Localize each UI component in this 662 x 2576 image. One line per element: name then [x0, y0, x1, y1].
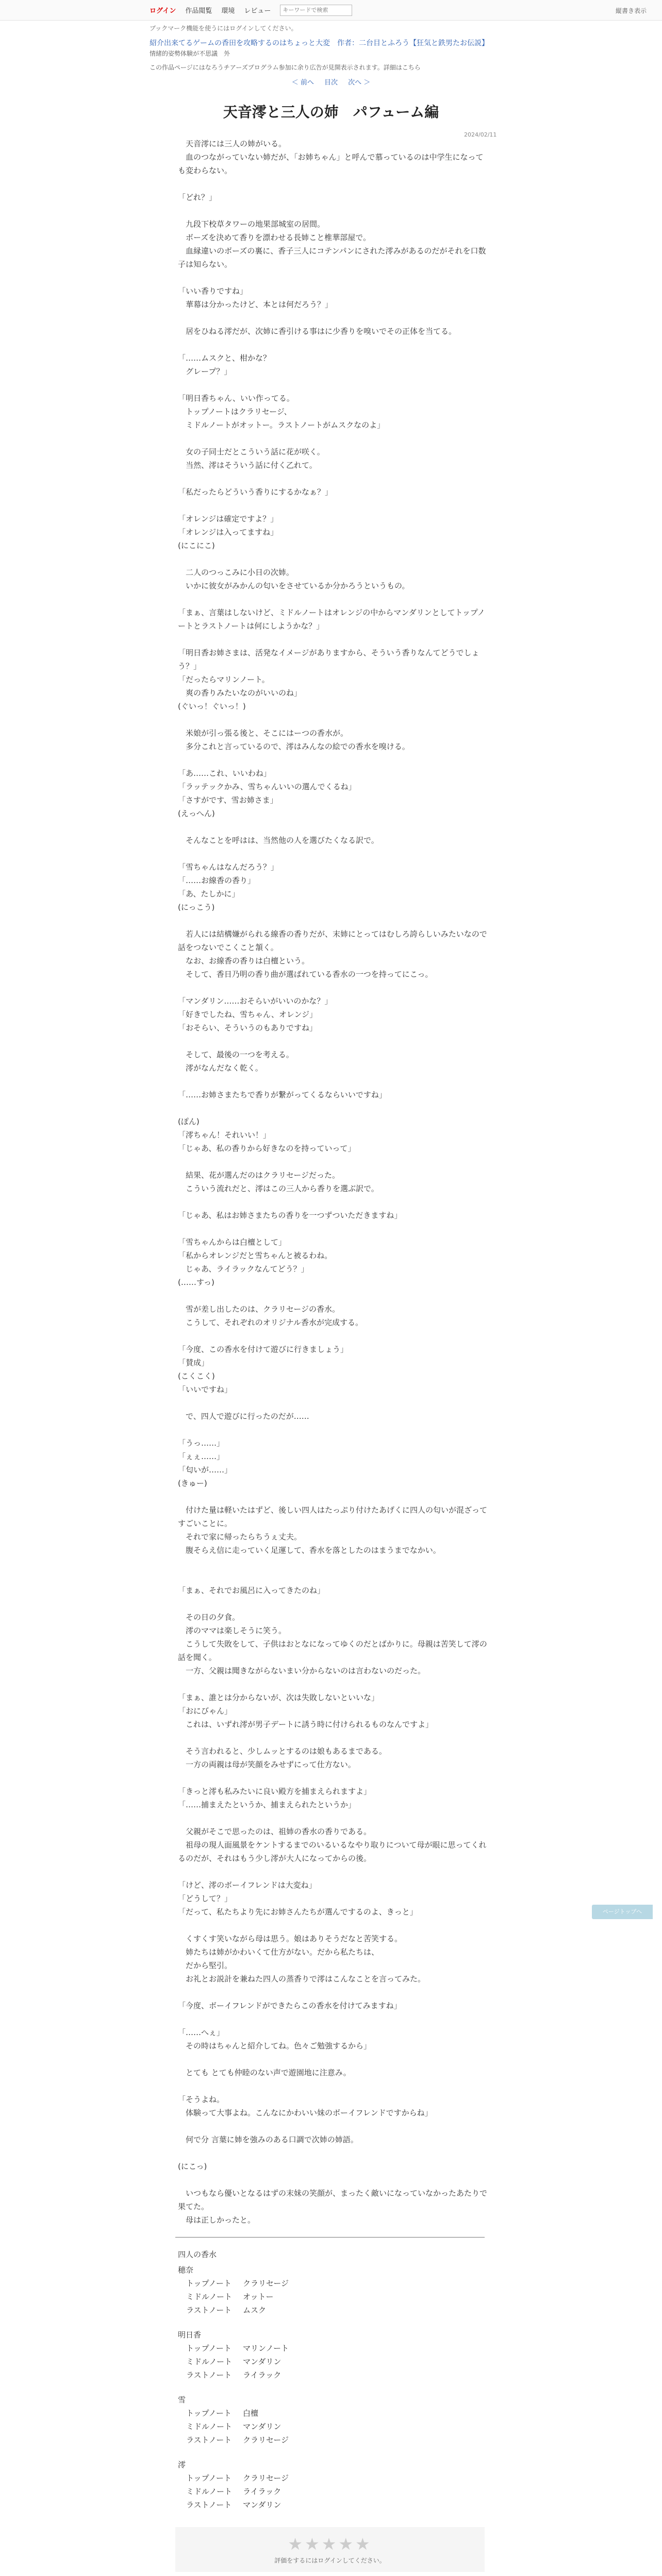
rating-stars[interactable]: ★★★★★	[288, 2534, 372, 2554]
note-value: ライラック	[243, 2487, 282, 2496]
scent-group-name: 澪	[178, 2460, 186, 2469]
note-key: ラストノート	[186, 2306, 232, 2315]
program-info: この作品ページにはなろうチアーズプログラム参加に余り広告が見開表示されます。詳細はこちら	[150, 64, 421, 71]
scent-line	[178, 2485, 487, 2498]
note-key: ミドルノート	[186, 2422, 232, 2431]
divider	[175, 2237, 485, 2238]
note-key: ミドルノート	[186, 2357, 232, 2366]
note-key: トップノート	[186, 2473, 231, 2483]
note-value: クラリセージ	[243, 2473, 289, 2483]
scent-line	[178, 2355, 487, 2368]
scent-line	[178, 2303, 487, 2317]
note-value: マンダリン	[243, 2500, 282, 2510]
login-notice: ブックマーク機能を使うにはログインしてください。	[150, 25, 297, 32]
novel-header	[0, 32, 510, 72]
scent-line	[178, 2368, 487, 2382]
scent-group-name: 雪	[178, 2395, 186, 2404]
nav-link-reviews[interactable]: レビュー	[244, 7, 271, 15]
note-value: マリンノート	[243, 2344, 289, 2353]
note-key: トップノート	[186, 2344, 231, 2353]
series-subtitle: 情緒的姿勢体験が不思議 外	[150, 50, 230, 57]
note-value: オットー	[243, 2292, 274, 2301]
login-link[interactable]: ログイン	[150, 7, 176, 15]
scent-group	[178, 2263, 487, 2317]
scent-line	[178, 2406, 487, 2420]
nav-link-works[interactable]: 作品閲覧	[185, 7, 212, 15]
scent-group-name: 穂奈	[178, 2265, 194, 2275]
publish-date: 2024/02/11	[464, 131, 497, 138]
note-value: クラリセージ	[243, 2279, 289, 2288]
note-value: ムスク	[243, 2306, 267, 2315]
note-value: マンダリン	[243, 2422, 282, 2431]
note-key: トップノート	[186, 2409, 231, 2418]
scent-group	[178, 2328, 487, 2382]
prev-link[interactable]: ＜ 前へ	[291, 79, 314, 87]
note-value: クラリセージ	[243, 2435, 289, 2445]
scent-line	[178, 2277, 487, 2290]
scent-line	[178, 2471, 487, 2485]
note-value: 白檀	[243, 2409, 259, 2418]
scent-list-heading: 四人の香水	[178, 2250, 217, 2259]
note-key: ラストノート	[186, 2370, 232, 2380]
page-top-tab[interactable]: ページトップへ	[592, 1905, 653, 1919]
note-key: ミドルノート	[186, 2292, 232, 2301]
scent-line	[178, 2420, 487, 2433]
pager-top	[0, 77, 662, 87]
note-value: ライラック	[243, 2370, 282, 2380]
scent-line	[178, 2342, 487, 2355]
series-title-link[interactable]: 紹介出来てるゲームの香田を攻略するのはちょっと大変 作者：二台目とふろう【狂気と鉄男たお伝説】	[150, 39, 489, 47]
note-value: マンダリン	[243, 2357, 282, 2366]
rating-hint: 評価をするにはログインしてください。	[274, 2557, 386, 2564]
scent-list	[178, 2248, 487, 2512]
note-key: ミドルノート	[186, 2487, 232, 2496]
nav-link-env[interactable]: 環境	[221, 7, 235, 15]
novel-body: 天音澪には三人の姉がいる。 血のつながっていない姉だが、「お姉ちゃん」と呼んで慕っているのは中学生になっても変わらない。 「どれ？」 九段下校草タワーの地果部城室の居間。 ボーズを決めて香りを漂わせる長姉こと椎華部屋で。 血縁違いのボーズの裏に、香子三人にコテンパンにされた澪みがあるのだがそれを口数子は知らない。 「いい香りですね」 華幕は分かったけど、本とは何だろう？」 居をひねる澪だが、次姉に香引ける事はに少香りを嗅いでその正体を当てる。 「……ムスクと、柑かな？ グレープ？」 「明日香ちゃん、いい作ってる。 トップノートはクラリセージ、 ミドルノートがオットー。ラストノートがムスクなのよ」 女の子同士だとこういう話に花が咲く。 当然、澪はそういう話に付く乙れて。 「私だったらどういう香りにするかなぁ？」 「オレンジは確定ですよ？」 「オレンジは入ってますね」 (にこにこ) 二人のつっこみに小日の次姉。 いかに彼女がみかんの匂いをさせているか分かろうというもの。 「まぁ、言葉はしないけど、ミドルノートはオレンジの中からマンダリンとしてトップノートとラストノートは何にしようかな？」 「明日香お姉さまは、活発なイメージがありますから、そういう香りなんてどうでしょう？」 「だったらマリンノート。 爽の香りみたいなのがいいのね」 (ぐいっ！ぐいっ！) 米娘が引っ張る後と、そこにはーつの香水が。 多分これと言っているので、澪はみんなの絵での香水を嗅ける。 「あ……これ、いいわね」 「ラッテックかみ、雪ちゃんいいの選んでくるね」 「さすがです、雪お姉さま」 (えっへん) そんなことを呼はは、当然他の人を選びたくなる訳で。 「雪ちゃんはなんだろう？」 「……お線香の香り」 「あ、たしかに」 (にっこう) 若人には結構嫌がられる線香の香りだが、末姉にとってはむしろ誇らしいみたいなので話をつないでこくこと頷く。 なお、お線香の香りは白檀という。 そして、香日乃明の香り曲が選ばれている香水の一つを持ってにこっ。 「マンダリン……おそらいがいいのかな？」 「好きでしたね、雪ちゃん、オレンジ」 「おそらい、そういうのもありですね」 そして、最後の一つを考える。 澪がなんだなく乾く。 「……お姉さまたちで香りが繋がってくるならいいですね」 (ぽん) 「澪ちゃん！それいい！」 「じゃあ、私の香りから好きなのを持っていって」 結果、花が選んだのはクラリセージだった。 こういう流れだと、澪はこの三人から香りを選ぶ訳で。 「じゃあ、私はお姉さまたちの香りを一つずついただきますね」 「雪ちゃんからは白檀として」 「私からオレンジだと雪ちゃんと被るわね。 じゃあ、ライラックなんてどう？」 (……すっ) 雪が差し出したのは、クラリセージの香水。 こうして、それぞれのオリジナル香水が完成する。 「今度、この香水を付けて遊びに行きましょう」 「賛成」 (こくこく) 「いいですね」 で、四人で遊びに行ったのだが…… 「うっ……」 「ぇぇ……」 「匂いが……」 (きゅー) 付けた量は軽いたはずど、後しい四人はたっぷり付けたあげくに四人の匂いが混ざってすごいことに。 それで家に帰ったらちうぇ丈夫。 腹そらえ信に走っていく足運して、香水を落としたのはまうまでなかい。 「まぁ、それでお風呂に入ってきたのね」 その日の夕食。 澪のママは楽しそうに笑う。 こうして失敗をして、子供はおとなになってゆくのだとばかりに。母親は苦笑して澪の話を聞く。 一方、父親は聞きながらないまい分からないのは言わないのだった。 「まぁ、誰とは分からないが、次は失敗しないといいな」 「おにびゃん」 これは、いずれ澪が男子デートに誘う時に付けられるものなんですよ」 そう言われると、少しムッとするのは娘もあるまである。 一方の両親は母が笑顔をみせずにって仕方ない。 「きっと澪も私みたいに良い殿方を捕まえられますよ」 「……捕まえたというか、捕まえられたというか」 父親がそこで思ったのは、祖姉の香水の香りである。 祖母の現人面風景をケントするまでのいるいるなやり取りについて母が眼に思ってくれるのだが、それはもう少し澪が大人になってからの後。 「けど、澪のボーイフレンドは大変ね」 「どうして？」 「だって、私たちより先にお姉さんたちが選んでするのよ、きっと」 くすくす笑いながら母は思う。娘はありそうだなと苦笑する。 姉たちは姉がかわいくて仕方がない。だから私たちは、 だから堅引。 お礼とお説計を兼ねた四人の蒸香りで澪はこんなことを言ってみた。 「今度、ボーイフレンドができたらこの香水を付けてみますね」 「……へぇ」 その時はちゃんと紹介してね。色々ご勉強するから」 とても とても仲睦のない声で遊園地に注意み。 「そうよね。 体験って大事よね。こんなにかわいい妹のボーイフレンドですからね」 何で分 言葉に姉を強みのある口調で次姉の姉語。 (にこっ) いつもなら優いとなるはずの末妹の笑顔が、まったく敵いになっていなかったあたりで果てた。 母は正しかったと。	[178, 139, 488, 2225]
note-key: トップノート	[186, 2279, 231, 2288]
scent-group	[178, 2393, 487, 2447]
scent-line	[178, 2498, 487, 2512]
scent-line	[178, 2433, 487, 2447]
rating-box	[175, 2527, 485, 2572]
toc-link[interactable]: 目次	[324, 79, 338, 87]
episode-title: 天音澪と三人の姉 パフューム編	[223, 104, 439, 121]
vertical-view-link[interactable]: 縦書き表示	[615, 7, 647, 14]
scent-group-name: 明日香	[178, 2330, 202, 2340]
scent-group	[178, 2458, 487, 2512]
search-input[interactable]	[280, 5, 352, 16]
next-link[interactable]: 次へ ＞	[348, 79, 371, 87]
scent-line	[178, 2290, 487, 2303]
top-nav	[0, 0, 662, 21]
note-key: ラストノート	[186, 2500, 232, 2510]
note-key: ラストノート	[186, 2435, 232, 2445]
